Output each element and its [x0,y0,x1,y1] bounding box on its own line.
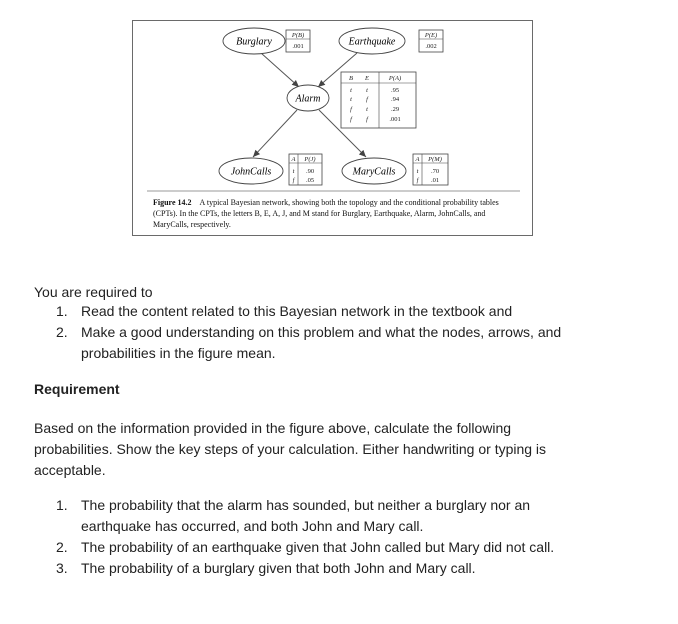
cpt-a-header-e: E [365,75,369,82]
cpt-a-cell: t [366,87,368,94]
cpt-m-cell: t [416,168,419,175]
cpt-burglary [286,30,310,52]
intro-text: You are required to [34,284,153,300]
requirement-heading: Requirement [34,381,120,397]
cpt-j-cell: t [292,168,295,175]
cpt-b-value: .001 [292,43,304,50]
cpt-johncalls [289,154,322,185]
list-item-text: The probability of a burglary given that both John and Mary call. [81,560,476,576]
list-item [56,495,554,537]
node-burglary-label: Burglary [236,36,272,48]
list-item [56,558,554,579]
cpt-m-header-a: A [415,156,420,163]
requirement-text-line: acceptable. [34,462,106,478]
node-earthquake-label: Earthquake [348,36,396,48]
node-burglary [223,28,285,54]
list-item-number: 2. [56,324,68,340]
arrow-alarm-johncalls [253,110,297,157]
list-item-text: The probability that the alarm has sounded, but neither a burglary nor an [81,497,531,513]
node-johncalls [219,158,283,184]
list-item-text: The probability of an earthquake given that John called but Mary did not call. [81,539,555,555]
cpt-a-cell: t [350,96,352,103]
cpt-j-header-pj: P(J) [304,156,316,163]
cpt-a-cell: .94 [390,96,400,103]
requirement-text-line: Based on the information provided in the figure above, calculate the following [34,420,512,436]
figure-caption-label: Figure 14.2 [153,198,192,207]
cpt-a-cell: .95 [390,87,400,94]
cpt-e-value: .002 [425,43,437,50]
list-item-text: probabilities in the figure mean. [81,345,276,361]
cpt-j-cell: .90 [305,168,315,175]
cpt-a-cell: f [366,116,368,123]
cpt-j-cell: .05 [305,177,315,184]
cpt-e-header: P(E) [424,32,438,39]
list-item-number: 2. [56,539,68,555]
cpt-m-header-pm: P(M) [428,156,442,163]
requirement-text-line: probabilities. Show the key steps of your calculation. Either handwriting or typing is [34,441,547,457]
list-item-number: 3. [56,560,68,576]
cpt-m-cell: f [416,177,419,184]
list-item-number: 1. [56,497,68,513]
cpt-a-cell: f [350,106,352,113]
cpt-a-cell: t [366,106,368,113]
list-item [56,537,554,558]
node-earthquake [339,28,405,54]
node-marycalls [342,158,406,184]
list-item [56,301,561,322]
list-item-text: earthquake has occurred, and both John and Mary call. [81,518,424,534]
figure-caption [153,197,521,230]
figure-caption-text: A typical Bayesian network, showing both the topology and the conditional probability tables (CPTs). In the CPTs, the letters B, E, A, J, and M stand for Burglary, Earthquake, Alarm, JohnCalls, and MaryCalls, respectively. [153,198,499,229]
cpt-a-cell: .29 [390,106,400,113]
node-marycalls-label: MaryCalls [352,166,396,178]
cpt-alarm [341,72,416,128]
cpt-m-cell: .70 [430,168,440,175]
list-item-text: Make a good understanding on this problem and what the nodes, arrows, and [81,324,562,340]
cpt-a-cell: .001 [389,116,401,123]
question-list [56,495,554,579]
node-johncalls-label: JohnCalls [230,166,272,178]
cpt-marycalls [413,154,448,185]
cpt-a-cell: t [350,87,352,94]
cpt-a-cell: f [350,116,352,123]
arrow-burglary-alarm [261,53,299,87]
list-item [56,322,561,364]
cpt-m-cell: .01 [430,177,440,184]
cpt-earthquake [419,30,443,52]
cpt-a-header-b: B [349,75,353,82]
cpt-b-header: P(B) [291,32,305,39]
list-item-number: 1. [56,303,68,319]
node-alarm [287,85,329,111]
node-alarm-label: Alarm [295,93,321,105]
requirement-paragraph [34,418,546,481]
cpt-a-header-pa: P(A) [388,75,402,82]
cpt-j-header-a: A [291,156,296,163]
list-item-text: Read the content related to this Bayesian network in the textbook and [81,303,513,319]
cpt-j-cell: f [292,177,295,184]
task-list [56,301,561,364]
cpt-a-cell: f [366,96,368,103]
